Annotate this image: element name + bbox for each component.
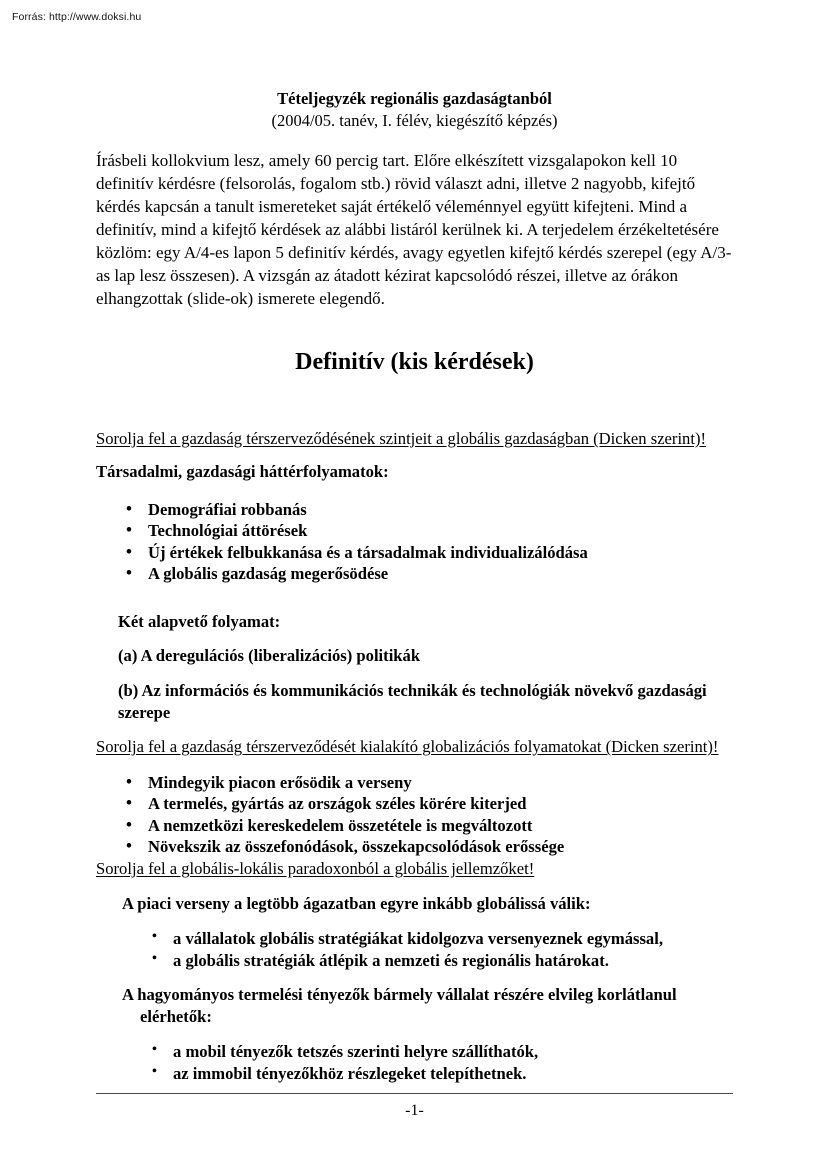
list-item: • a mobil tényezők tetszés szerinti helyre szállíthatók, xyxy=(96,1041,733,1063)
list-item: • Technológiai áttörések xyxy=(96,520,733,542)
list-item: • Új értékek felbukkanása és a társadalmak individualizálódása xyxy=(96,542,733,564)
question-1-subblock-item-b: (b) Az információs és kommunikációs technikák és technológiák növekvő gazdasági szerepe xyxy=(118,681,707,722)
question-1-subblock-item-a: (a) A deregulációs (liberalizációs) politikák xyxy=(118,646,421,666)
question-3-group-b-title-line2: elérhetők: xyxy=(140,1006,212,1026)
question-1-bullet-list xyxy=(96,499,733,585)
question-3-prompt xyxy=(96,858,733,880)
question-3-group-a-title: A piaci verseny a legtöbb ágazatban egyre inkább globálissá válik: xyxy=(122,893,591,913)
document-title: Tételjegyzék regionális gazdaságtanból xyxy=(277,89,552,108)
intro-paragraph: Írásbeli kollokvium lesz, amely 60 percig tart. Előre elkészített vizsgalapokon kell 10 definitív kérdésre (felsorolás, fogalom stb.) rövid választ adni, illetve 2 nagyobb, kifejtő kérdés kapcsán a tanult ismereteket saját értékelő véleménnyel együtt kifejteni. Mind a definitív, mind a kifejtő kérdések az alábbi listáról kerülnek ki. A terjedelem érzékeltetésére közlöm: egy A/4-es lapon 5 definitív kérdés, avagy egyetlen kifejtő kérdés szerepel (egy A/3-as lap lesz összesen). A vizsgán az átadott kézirat kapcsolódó részei, illetve az órákon elhangzottak (slide-ok) ismerete elegendő. xyxy=(96,150,732,308)
list-item: • Növekszik az összefonódások, összekapcsolódások erőssége xyxy=(96,836,733,858)
list-item: • A nemzetközi kereskedelem összetétele is megváltozott xyxy=(96,815,733,837)
page-number: -1- xyxy=(405,1102,424,1119)
question-3-group-b-bullets xyxy=(96,1041,733,1084)
document-content xyxy=(96,88,733,1084)
question-2-bullet-list xyxy=(96,772,733,858)
list-item: • Demográfiai robbanás xyxy=(96,499,733,521)
question-2-prompt-text: Sorolja fel a gazdaság térszerveződését kialakító globalizációs folyamatokat (Dicken szerint)! xyxy=(96,737,719,757)
question-3-group-a-bullets xyxy=(96,928,733,971)
list-item: • Mindegyik piacon erősödik a verseny xyxy=(96,772,733,794)
question-2-prompt xyxy=(96,736,733,758)
footer-divider xyxy=(96,1093,733,1094)
question-1-subblock-title: Két alapvető folyamat: xyxy=(118,611,281,631)
list-item: • a vállalatok globális stratégiákat kidolgozva versenyeznek egymással, xyxy=(96,928,733,950)
list-item: • A globális gazdaság megerősödése xyxy=(96,563,733,585)
document-subtitle: (2004/05. tanév, I. félév, kiegészítő képzés) xyxy=(271,110,558,130)
question-1-subheading: Társadalmi, gazdasági háttérfolyamatok: xyxy=(96,462,389,482)
source-watermark: Forrás: http://www.doksi.hu xyxy=(12,11,142,23)
question-3-group-b-title xyxy=(96,984,733,1027)
list-item: • a globális stratégiák átlépik a nemzeti és regionális határokat. xyxy=(96,950,733,972)
question-3-prompt-text: Sorolja fel a globális-lokális paradoxonból a globális jellemzőket! xyxy=(96,858,535,878)
list-item: • az immobil tényezőkhöz részlegeket telepíthetnek. xyxy=(96,1063,733,1085)
section-heading-definitiv: Definitív (kis kérdések) xyxy=(295,348,534,375)
question-1-prompt xyxy=(96,428,733,450)
page-footer xyxy=(96,1093,733,1119)
question-1-subblock xyxy=(96,611,733,723)
list-item: • A termelés, gyártás az országok széles körére kiterjed xyxy=(96,793,733,815)
question-1-prompt-text: Sorolja fel a gazdaság térszerveződésének szintjeit a globális gazdaságban (Dicken szerint)! xyxy=(96,428,707,448)
question-3-group-b-title-line1: A hagyományos termelési tényezők bármely vállalat részére elvileg korlátlanul xyxy=(122,985,677,1005)
